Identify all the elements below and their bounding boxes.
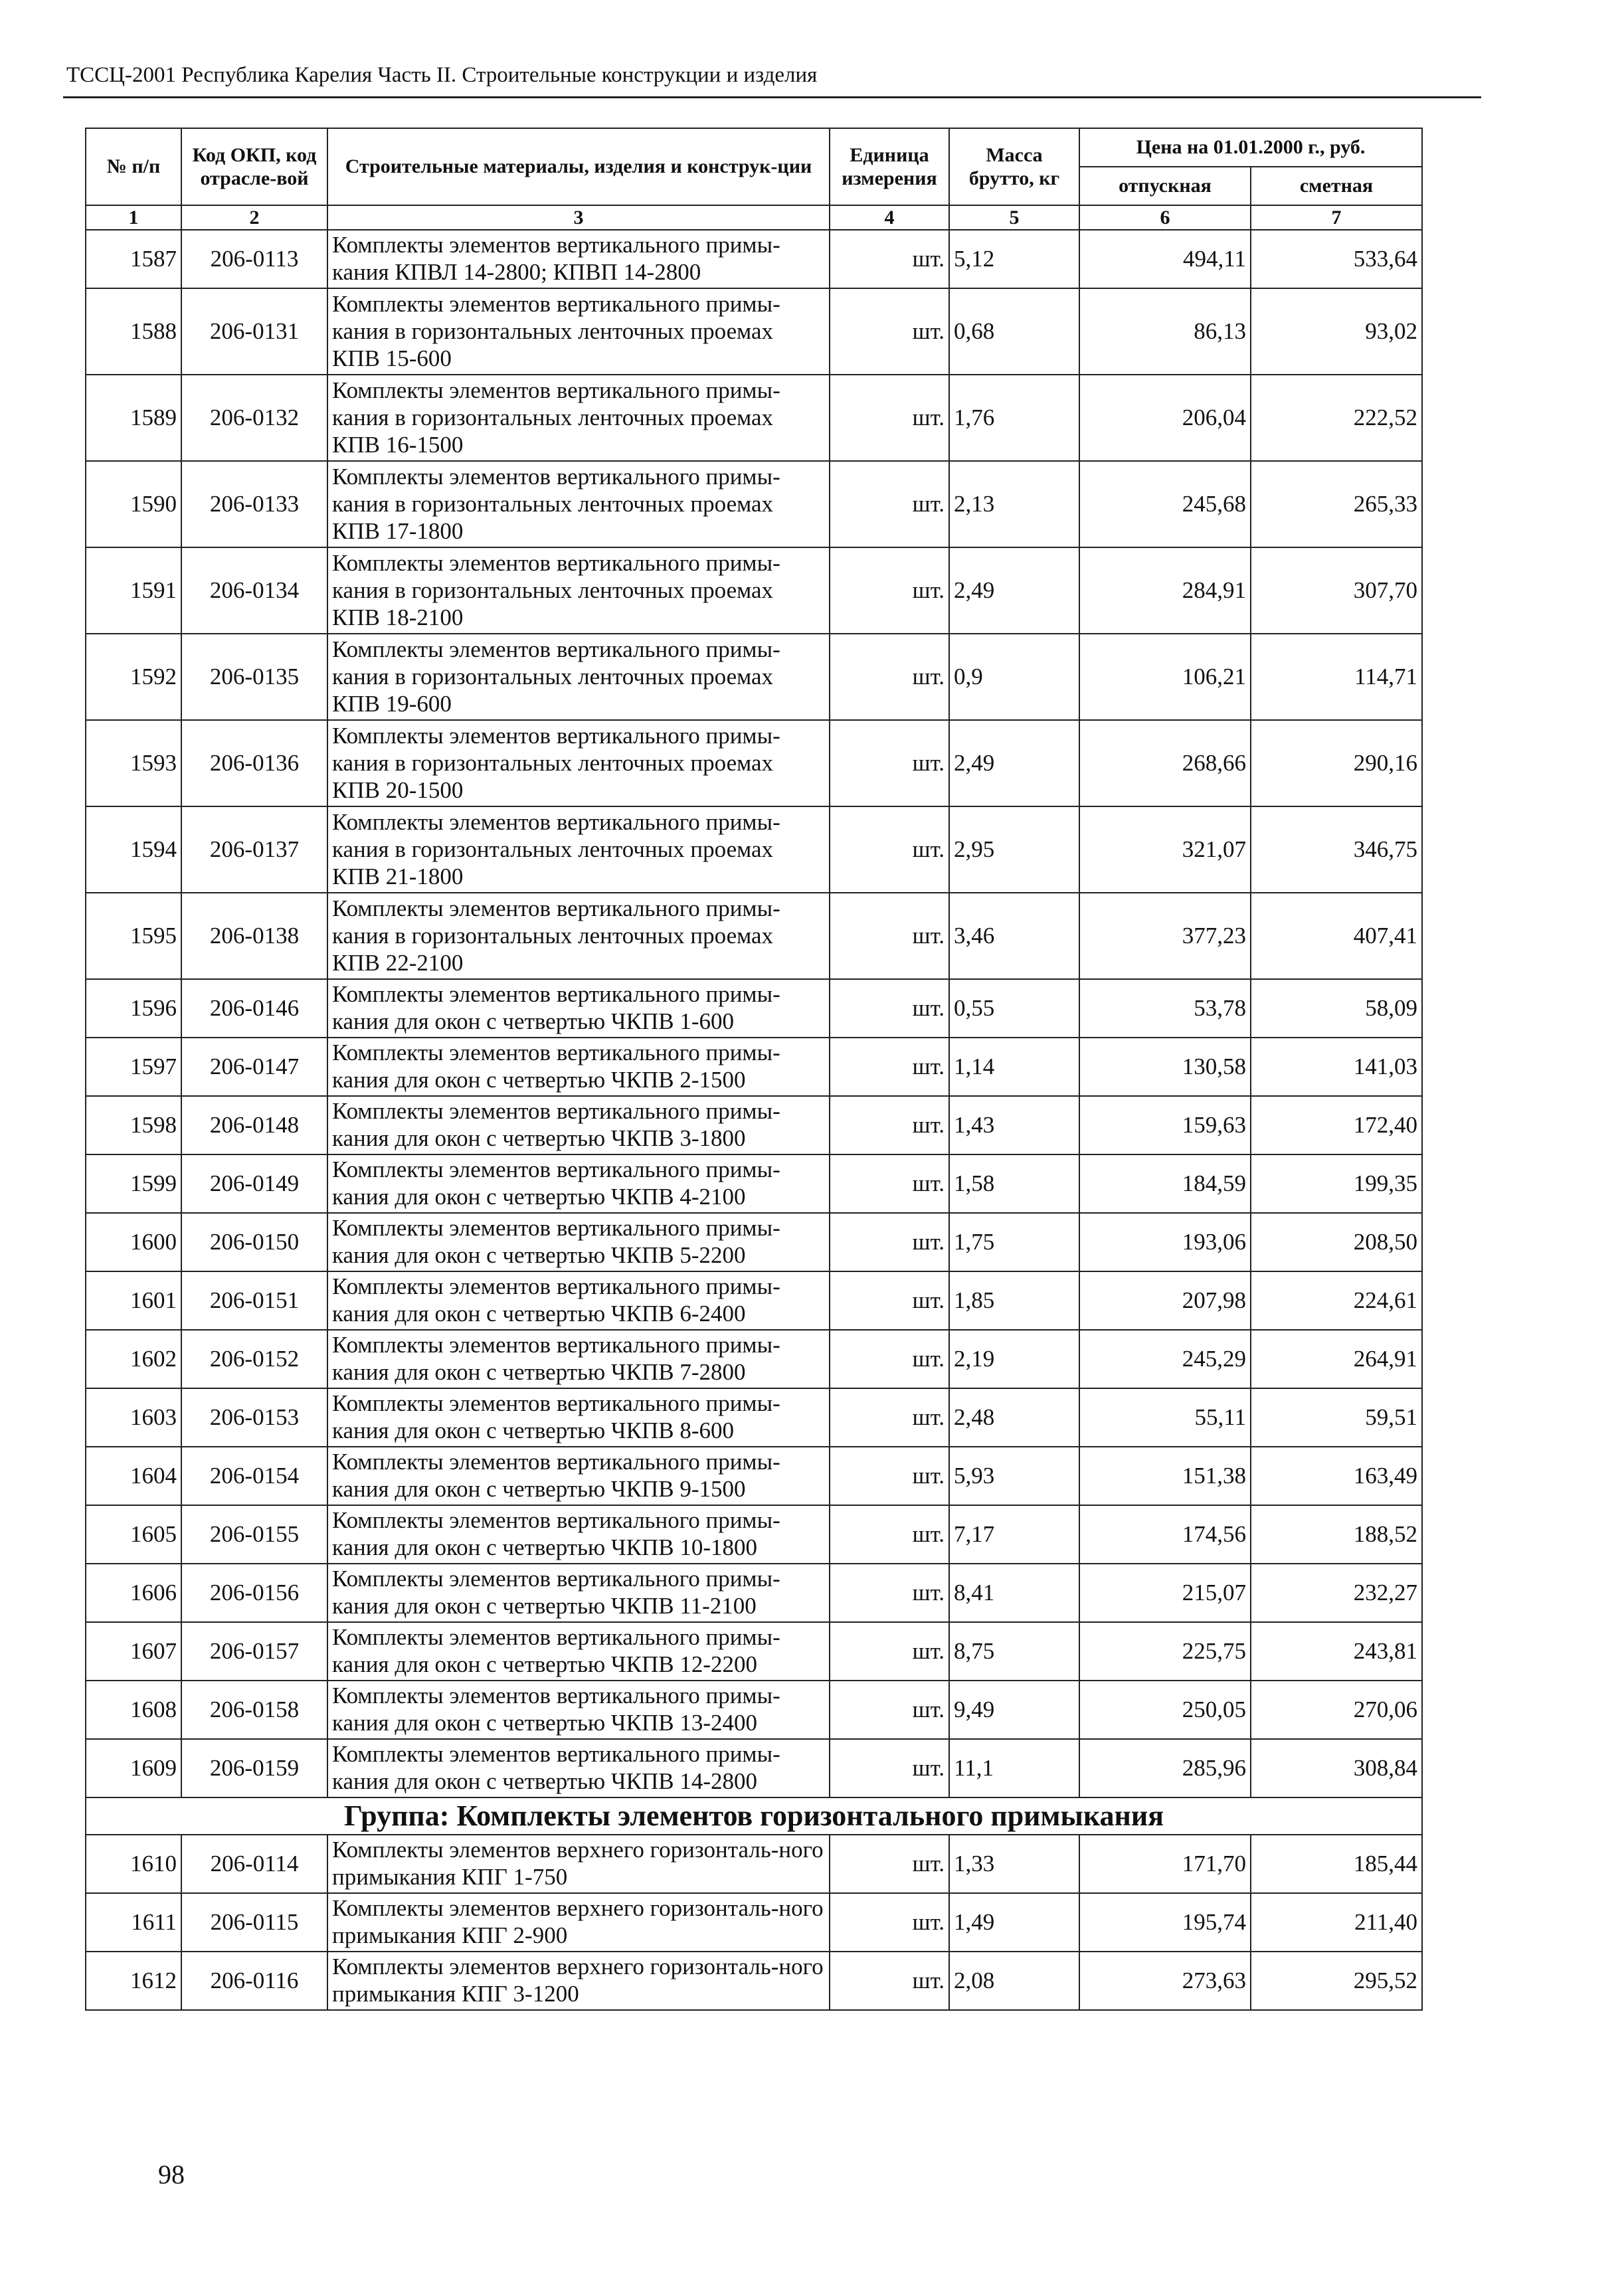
group-row: [86, 1797, 1422, 1835]
release-price: 206,04: [1079, 375, 1251, 461]
gross-mass: 3,46: [949, 893, 1079, 979]
col-number: 5: [949, 205, 1079, 230]
okp-code: 206-0155: [181, 1505, 327, 1564]
release-price: 53,78: [1079, 979, 1251, 1038]
estimate-price: 199,35: [1251, 1154, 1422, 1213]
release-price: 171,70: [1079, 1835, 1251, 1893]
estimate-price: 172,40: [1251, 1096, 1422, 1154]
row-number: 1607: [86, 1622, 181, 1681]
row-number: 1598: [86, 1096, 181, 1154]
col-header-price-estimate: сметная: [1251, 167, 1422, 205]
release-price: 151,38: [1079, 1447, 1251, 1505]
okp-code: 206-0149: [181, 1154, 327, 1213]
unit: шт.: [830, 979, 949, 1038]
gross-mass: 7,17: [949, 1505, 1079, 1564]
material-name: Комплекты элементов вертикального примы-кания в горизонтальных ленточных проемах КПВ 16-1500: [327, 375, 830, 461]
col-number: 4: [830, 205, 949, 230]
material-name: Комплекты элементов вертикального примы-кания в горизонтальных ленточных проемах КПВ 21-1800: [327, 806, 830, 893]
estimate-price: 243,81: [1251, 1622, 1422, 1681]
release-price: 207,98: [1079, 1271, 1251, 1330]
row-number: 1588: [86, 288, 181, 375]
release-price: 321,07: [1079, 806, 1251, 893]
okp-code: 206-0135: [181, 634, 327, 720]
unit: шт.: [830, 720, 949, 806]
material-name: Комплекты элементов вертикального примы-кания в горизонтальных ленточных проемах КПВ 22-2100: [327, 893, 830, 979]
col-header-name: Строительные материалы, изделия и конструк-ции: [327, 128, 830, 205]
okp-code: 206-0132: [181, 375, 327, 461]
okp-code: 206-0148: [181, 1096, 327, 1154]
release-price: 377,23: [1079, 893, 1251, 979]
material-name: Комплекты элементов верхнего горизонталь-ного примыкания КПГ 2-900: [327, 1893, 830, 1952]
okp-code: 206-0116: [181, 1952, 327, 2010]
table-body: [86, 230, 1422, 1797]
unit: шт.: [830, 1739, 949, 1797]
row-number: 1600: [86, 1213, 181, 1271]
estimate-price: 264,91: [1251, 1330, 1422, 1388]
row-number: 1601: [86, 1271, 181, 1330]
gross-mass: 1,14: [949, 1038, 1079, 1096]
unit: шт.: [830, 1681, 949, 1739]
material-name: Комплекты элементов вертикального примы-кания для окон с четвертью ЧКПВ 10-1800: [327, 1505, 830, 1564]
gross-mass: 1,58: [949, 1154, 1079, 1213]
table-row: [86, 288, 1422, 375]
release-price: 285,96: [1079, 1739, 1251, 1797]
okp-code: 206-0113: [181, 230, 327, 288]
estimate-price: 307,70: [1251, 547, 1422, 634]
row-number: 1594: [86, 806, 181, 893]
estimate-price: 58,09: [1251, 979, 1422, 1038]
okp-code: 206-0147: [181, 1038, 327, 1096]
col-number: 3: [327, 205, 830, 230]
okp-code: 206-0136: [181, 720, 327, 806]
unit: шт.: [830, 1213, 949, 1271]
col-header-num: № п/п: [86, 128, 181, 205]
gross-mass: 2,13: [949, 461, 1079, 547]
material-name: Комплекты элементов вертикального примы-кания для окон с четвертью ЧКПВ 4-2100: [327, 1154, 830, 1213]
row-number: 1606: [86, 1564, 181, 1622]
material-name: Комплекты элементов верхнего горизонталь-ного примыкания КПГ 1-750: [327, 1835, 830, 1893]
row-number: 1611: [86, 1893, 181, 1952]
estimate-price: 224,61: [1251, 1271, 1422, 1330]
table-row: [86, 1271, 1422, 1330]
row-number: 1610: [86, 1835, 181, 1893]
unit: шт.: [830, 1154, 949, 1213]
estimate-price: 114,71: [1251, 634, 1422, 720]
estimate-price: 141,03: [1251, 1038, 1422, 1096]
okp-code: 206-0150: [181, 1213, 327, 1271]
material-name: Комплекты элементов вертикального примы-кания для окон с четвертью ЧКПВ 2-1500: [327, 1038, 830, 1096]
row-number: 1612: [86, 1952, 181, 2010]
gross-mass: 1,43: [949, 1096, 1079, 1154]
estimate-price: 346,75: [1251, 806, 1422, 893]
estimate-price: 232,27: [1251, 1564, 1422, 1622]
estimate-price: 265,33: [1251, 461, 1422, 547]
page-header: ТССЦ-2001 Республика Карелия Часть II. Строительные конструкции и изделия: [66, 63, 818, 87]
row-number: 1595: [86, 893, 181, 979]
okp-code: 206-0138: [181, 893, 327, 979]
release-price: 215,07: [1079, 1564, 1251, 1622]
row-number: 1603: [86, 1388, 181, 1447]
page-number: 98: [158, 2159, 185, 2189]
row-number: 1592: [86, 634, 181, 720]
gross-mass: 9,49: [949, 1681, 1079, 1739]
table-row: [86, 1096, 1422, 1154]
unit: шт.: [830, 1447, 949, 1505]
material-name: Комплекты элементов вертикального примы-кания КПВЛ 14-2800; КПВП 14-2800: [327, 230, 830, 288]
table-row: [86, 634, 1422, 720]
table-row: [86, 893, 1422, 979]
estimate-price: 295,52: [1251, 1952, 1422, 2010]
unit: шт.: [830, 1564, 949, 1622]
material-name: Комплекты элементов верхнего горизонталь-ного примыкания КПГ 3-1200: [327, 1952, 830, 2010]
table-row: [86, 1447, 1422, 1505]
table-row: [86, 1564, 1422, 1622]
release-price: 268,66: [1079, 720, 1251, 806]
okp-code: 206-0137: [181, 806, 327, 893]
col-number: 1: [86, 205, 181, 230]
header-rule: [63, 96, 1481, 98]
estimate-price: 270,06: [1251, 1681, 1422, 1739]
release-price: 130,58: [1079, 1038, 1251, 1096]
release-price: 195,74: [1079, 1893, 1251, 1952]
col-number: 6: [1079, 205, 1251, 230]
okp-code: 206-0115: [181, 1893, 327, 1952]
estimate-price: 308,84: [1251, 1739, 1422, 1797]
row-number: 1605: [86, 1505, 181, 1564]
material-name: Комплекты элементов вертикального примы-кания для окон с четвертью ЧКПВ 6-2400: [327, 1271, 830, 1330]
gross-mass: 11,1: [949, 1739, 1079, 1797]
table-row: [86, 547, 1422, 634]
column-numbers-row: [86, 205, 1422, 230]
material-name: Комплекты элементов вертикального примы-кания в горизонтальных ленточных проемах КПВ 20-1500: [327, 720, 830, 806]
price-table: [85, 128, 1423, 2011]
unit: шт.: [830, 1893, 949, 1952]
release-price: 245,68: [1079, 461, 1251, 547]
release-price: 273,63: [1079, 1952, 1251, 2010]
table-row: [86, 720, 1422, 806]
estimate-price: 222,52: [1251, 375, 1422, 461]
estimate-price: 59,51: [1251, 1388, 1422, 1447]
table-row: [86, 1388, 1422, 1447]
table-row: [86, 1739, 1422, 1797]
row-number: 1599: [86, 1154, 181, 1213]
release-price: 184,59: [1079, 1154, 1251, 1213]
col-number: 7: [1251, 205, 1422, 230]
table-row: [86, 1154, 1422, 1213]
gross-mass: 5,93: [949, 1447, 1079, 1505]
row-number: 1604: [86, 1447, 181, 1505]
gross-mass: 2,19: [949, 1330, 1079, 1388]
material-name: Комплекты элементов вертикального примы-кания для окон с четвертью ЧКПВ 11-2100: [327, 1564, 830, 1622]
table-row: [86, 461, 1422, 547]
okp-code: 206-0134: [181, 547, 327, 634]
table-row: [86, 979, 1422, 1038]
gross-mass: 0,9: [949, 634, 1079, 720]
material-name: Комплекты элементов вертикального примы-кания для окон с четвертью ЧКПВ 5-2200: [327, 1213, 830, 1271]
col-header-price-release: отпускная: [1079, 167, 1251, 205]
unit: шт.: [830, 375, 949, 461]
okp-code: 206-0152: [181, 1330, 327, 1388]
material-name: Комплекты элементов вертикального примы-кания в горизонтальных ленточных проемах КПВ 19-600: [327, 634, 830, 720]
gross-mass: 8,75: [949, 1622, 1079, 1681]
material-name: Комплекты элементов вертикального примы-кания для окон с четвертью ЧКПВ 7-2800: [327, 1330, 830, 1388]
estimate-price: 93,02: [1251, 288, 1422, 375]
row-number: 1596: [86, 979, 181, 1038]
unit: шт.: [830, 1622, 949, 1681]
okp-code: 206-0153: [181, 1388, 327, 1447]
gross-mass: 2,08: [949, 1952, 1079, 2010]
gross-mass: 5,12: [949, 230, 1079, 288]
row-number: 1589: [86, 375, 181, 461]
estimate-price: 185,44: [1251, 1835, 1422, 1893]
okp-code: 206-0158: [181, 1681, 327, 1739]
table-row: [86, 375, 1422, 461]
row-number: 1590: [86, 461, 181, 547]
material-name: Комплекты элементов вертикального примы-кания для окон с четвертью ЧКПВ 8-600: [327, 1388, 830, 1447]
release-price: 159,63: [1079, 1096, 1251, 1154]
row-number: 1587: [86, 230, 181, 288]
col-number: 2: [181, 205, 327, 230]
row-number: 1591: [86, 547, 181, 634]
unit: шт.: [830, 1952, 949, 2010]
group-title: Группа: Комплекты элементов горизонтального примыкания: [86, 1797, 1422, 1835]
col-header-price-group: Цена на 01.01.2000 г., руб.: [1079, 128, 1422, 167]
material-name: Комплекты элементов вертикального примы-кания для окон с четвертью ЧКПВ 13-2400: [327, 1681, 830, 1739]
table-row: [86, 1330, 1422, 1388]
release-price: 284,91: [1079, 547, 1251, 634]
unit: шт.: [830, 1835, 949, 1893]
gross-mass: 2,95: [949, 806, 1079, 893]
table-row: [86, 1681, 1422, 1739]
estimate-price: 211,40: [1251, 1893, 1422, 1952]
row-number: 1602: [86, 1330, 181, 1388]
unit: шт.: [830, 230, 949, 288]
gross-mass: 8,41: [949, 1564, 1079, 1622]
okp-code: 206-0157: [181, 1622, 327, 1681]
estimate-price: 163,49: [1251, 1447, 1422, 1505]
gross-mass: 1,75: [949, 1213, 1079, 1271]
estimate-price: 188,52: [1251, 1505, 1422, 1564]
row-number: 1608: [86, 1681, 181, 1739]
row-number: 1597: [86, 1038, 181, 1096]
estimate-price: 290,16: [1251, 720, 1422, 806]
material-name: Комплекты элементов вертикального примы-кания для окон с четвертью ЧКПВ 9-1500: [327, 1447, 830, 1505]
table-row: [86, 1893, 1422, 1952]
table-row: [86, 1952, 1422, 2010]
gross-mass: 2,48: [949, 1388, 1079, 1447]
table-row: [86, 230, 1422, 288]
okp-code: 206-0151: [181, 1271, 327, 1330]
col-header-mass: Масса брутто, кг: [949, 128, 1079, 205]
release-price: 55,11: [1079, 1388, 1251, 1447]
group-table-body: [86, 1835, 1422, 2010]
release-price: 225,75: [1079, 1622, 1251, 1681]
material-name: Комплекты элементов вертикального примы-кания в горизонтальных ленточных проемах КПВ 18-2100: [327, 547, 830, 634]
gross-mass: 1,33: [949, 1835, 1079, 1893]
unit: шт.: [830, 547, 949, 634]
material-name: Комплекты элементов вертикального примы-кания для окон с четвертью ЧКПВ 1-600: [327, 979, 830, 1038]
col-header-code: Код ОКП, код отрасле-вой: [181, 128, 327, 205]
okp-code: 206-0154: [181, 1447, 327, 1505]
gross-mass: 1,76: [949, 375, 1079, 461]
estimate-price: 208,50: [1251, 1213, 1422, 1271]
release-price: 174,56: [1079, 1505, 1251, 1564]
okp-code: 206-0146: [181, 979, 327, 1038]
unit: шт.: [830, 1271, 949, 1330]
material-name: Комплекты элементов вертикального примы-кания в горизонтальных ленточных проемах КПВ 15-600: [327, 288, 830, 375]
okp-code: 206-0159: [181, 1739, 327, 1797]
release-price: 193,06: [1079, 1213, 1251, 1271]
release-price: 86,13: [1079, 288, 1251, 375]
okp-code: 206-0156: [181, 1564, 327, 1622]
table-row: [86, 1505, 1422, 1564]
release-price: 106,21: [1079, 634, 1251, 720]
gross-mass: 2,49: [949, 547, 1079, 634]
unit: шт.: [830, 1388, 949, 1447]
gross-mass: 0,55: [949, 979, 1079, 1038]
release-price: 245,29: [1079, 1330, 1251, 1388]
unit: шт.: [830, 806, 949, 893]
okp-code: 206-0114: [181, 1835, 327, 1893]
unit: шт.: [830, 1505, 949, 1564]
material-name: Комплекты элементов вертикального примы-кания в горизонтальных ленточных проемах КПВ 17-1800: [327, 461, 830, 547]
estimate-price: 407,41: [1251, 893, 1422, 979]
row-number: 1609: [86, 1739, 181, 1797]
unit: шт.: [830, 634, 949, 720]
material-name: Комплекты элементов вертикального примы-кания для окон с четвертью ЧКПВ 12-2200: [327, 1622, 830, 1681]
unit: шт.: [830, 1096, 949, 1154]
estimate-price: 533,64: [1251, 230, 1422, 288]
unit: шт.: [830, 461, 949, 547]
okp-code: 206-0133: [181, 461, 327, 547]
unit: шт.: [830, 1330, 949, 1388]
row-number: 1593: [86, 720, 181, 806]
gross-mass: 0,68: [949, 288, 1079, 375]
unit: шт.: [830, 893, 949, 979]
table-row: [86, 1835, 1422, 1893]
material-name: Комплекты элементов вертикального примы-кания для окон с четвертью ЧКПВ 3-1800: [327, 1096, 830, 1154]
col-header-unit: Единица измерения: [830, 128, 949, 205]
release-price: 250,05: [1079, 1681, 1251, 1739]
unit: шт.: [830, 1038, 949, 1096]
release-price: 494,11: [1079, 230, 1251, 288]
table-row: [86, 1038, 1422, 1096]
okp-code: 206-0131: [181, 288, 327, 375]
material-name: Комплекты элементов вертикального примы-кания для окон с четвертью ЧКПВ 14-2800: [327, 1739, 830, 1797]
unit: шт.: [830, 288, 949, 375]
gross-mass: 1,49: [949, 1893, 1079, 1952]
gross-mass: 1,85: [949, 1271, 1079, 1330]
gross-mass: 2,49: [949, 720, 1079, 806]
table-row: [86, 1622, 1422, 1681]
table-row: [86, 806, 1422, 893]
table-row: [86, 1213, 1422, 1271]
